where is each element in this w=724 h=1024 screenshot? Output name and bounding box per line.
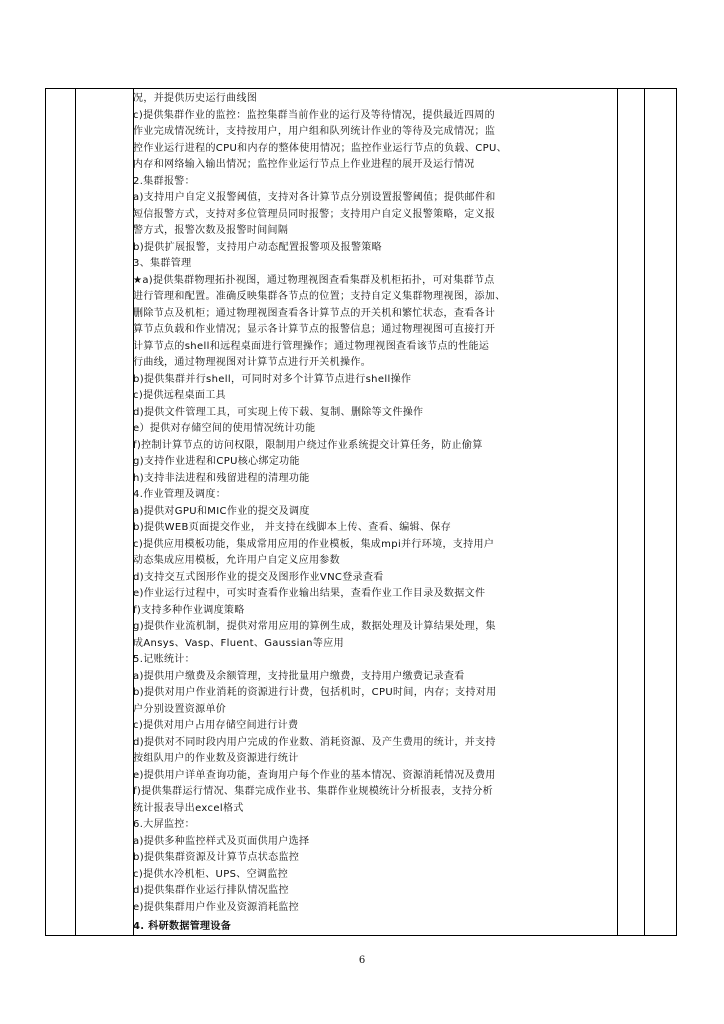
text-line: b)提供WEB页面提交作业， 并支持在线脚本上传、查看、编辑、保存 [133,522,452,533]
text-line: b)提供集群并行shell，可同时对多个计算节点进行shell操作 [133,373,412,385]
text-line: f)提供集群运行情况、集群完成作业书、集群作业规模统计分析报表，支持分析 [133,786,494,797]
text-line: e)提供集群用户作业及资源消耗监控 [133,901,300,913]
text-line: 删除节点及机柜；通过物理视图查看各计算节点的开关机和繁忙状态，查看各计 [133,307,496,319]
text-line: 算节点负载和作业情况；显示各计算节点的报警信息；通过物理视图可直接打开 [133,324,496,335]
text-line: 动态集成应用模板，允许用户自定义应用参数 [133,555,340,566]
text-line: b)提供对用户作业消耗的资源进行计费，包括机时，CPU时间，内存；支持对用 [133,687,497,698]
text-line: 计算节点的shell和远程桌面进行管理操作；通过物理视图查看该节点的性能运 [133,340,490,352]
text-line: c)提供远程桌面工具 [133,390,226,401]
text-line: a)提供对GPU和MIC作业的提交及调度 [133,505,310,517]
text-line: 2.集群报警： [133,175,195,187]
text-line: 户分别设置资源单价 [133,703,227,715]
text-line: 进行管理和配置。准确反映集群各节点的位置；支持自定义集群物理视图，添加、 [133,291,506,302]
text-line: c)提供集群作业的监控：监控集群当前作业的运行及等待情况，提供最近四周的 [133,109,495,121]
text-line: 警方式，报警次数及报警时间间隔 [133,225,289,236]
text-line: d)提供集群作业运行排队情况监控 [133,885,289,896]
text-line: 6.大屏监控： [133,819,195,830]
text-line: e）提供对存储空间的使用情况统计功能 [133,423,316,434]
text-line: 4.作业管理及调度： [133,489,227,500]
text-line: 控作业运行进程的CPU和内存的整体使用情况；监控作业运行节点的负载、CPU、 [133,142,507,154]
text-line: a)提供多种监控样式及页面供用户选择 [133,835,310,847]
text-line: b)提供扩展报警，支持用户动态配置报警项及报警策略 [133,241,382,253]
section-heading: 4. 科研数据管理设备 [133,921,232,932]
text-line: f)支持多种作业调度策略 [133,604,245,616]
text-line: f)控制计算节点的访问权限，限制用户绕过作业系统提交计算任务，防止偷算 [133,439,483,451]
text-line: 短信报警方式，支持对多位管理员同时报警；支持用户自定义报警策略，定义报 [133,208,496,220]
text-line: c)提供水冷机柜、UPS、空调监控 [133,868,289,880]
text-line: a)提供用户缴费及余额管理，支持批量用户缴费，支持用户缴费记录查看 [133,670,465,682]
text-line: g)提供作业流机制，提供对常用应用的算例生成，数据处理及计算结果处理，集 [133,621,496,632]
text-line: b)提供集群资源及计算节点状态监控 [133,852,300,863]
text-line: 5.记账统计： [133,654,195,665]
text-line: 3、集群管理 [133,258,192,269]
text-line: 统计报表导出excel格式 [133,802,244,814]
text-line: 作业完成情况统计，支持按用户，用户组和队列统计作业的等待及完成情况；监 [133,126,496,137]
text-line: d)支持交互式图形作业的提交及图形作业VNC登录查看 [133,571,384,583]
text-line: 况，并提供历史运行曲线图 [133,93,258,104]
text-line: c)提供对用户占用存储空间进行计费 [133,720,299,731]
spec-table [45,88,677,936]
text-line: 按组队用户的作业数及资源进行统计 [133,753,299,764]
column-divider [617,89,618,935]
text-line: d)提供文件管理工具，可实现上传下载、复制、删除等文件操作 [133,406,424,418]
text-line: h)支持非法进程和残留进程的清理功能 [133,472,310,484]
text-line: 内存和网络输入输出情况；监控作业运行节点上作业进程的展开及运行情况 [133,159,475,170]
text-line: g)支持作业进程和CPU核心绑定功能 [133,456,300,467]
spec-text-cell [133,91,617,936]
text-line: c)提供应用模板功能，集成常用应用的作业模板，集成mpi并行环境，支持用户 [133,538,495,550]
text-line: ★a)提供集群物理拓扑视图，通过物理视图查看集群及机柜拓扑，可对集群节点 [133,274,495,286]
column-divider [75,89,76,935]
text-line: e)作业运行过程中，可实时查看作业输出结果，查看作业工作目录及数据文件 [133,588,486,599]
text-line: a)支持用户自定义报警阈值，支持对各计算节点分别设置报警阈值；提供邮件和 [133,192,496,203]
text-line: e)提供用户详单查询功能，查询用户每个作业的基本情况、资源消耗情况及费用 [133,769,496,781]
text-line: 成Ansys、Vasp、Fluent、Gaussian等应用 [133,637,344,649]
column-divider [644,89,645,935]
text-line: 行曲线，通过物理视图对计算节点进行开关机操作。 [133,357,372,368]
page-number: 6 [358,955,366,966]
text-line: d)提供对不同时段内用户完成的作业数、消耗资源、及产生费用的统计，并支持 [133,736,496,748]
